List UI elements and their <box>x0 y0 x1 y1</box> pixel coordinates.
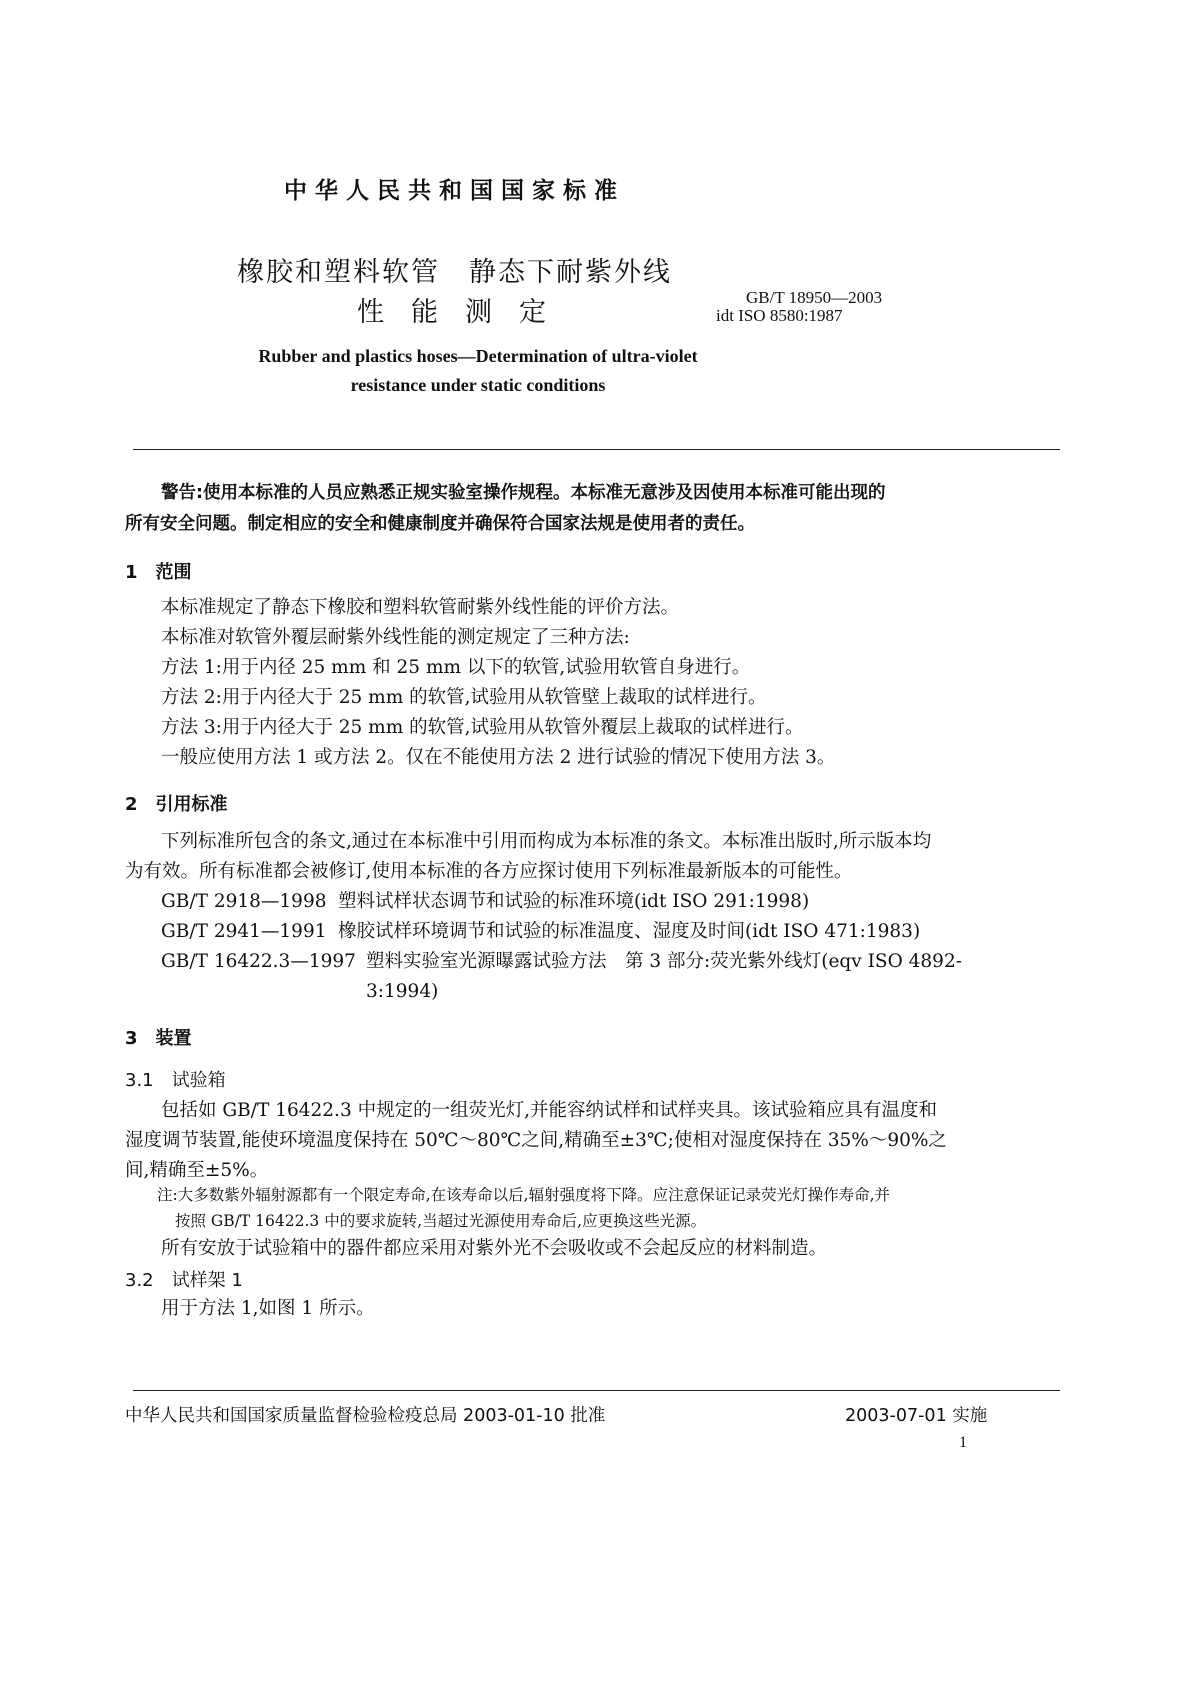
section-2-heading: 2 引用标准 <box>125 794 228 815</box>
section-1-heading: 1 范围 <box>125 562 192 583</box>
section-1-para-3: 方法 1:用于内径 25 mm 和 25 mm 以下的软管,试验用软管自身进行。 <box>161 657 751 678</box>
standard-number: GB/T 18950—2003 <box>746 288 883 307</box>
document-title-line2: 性能测定 <box>357 297 573 328</box>
reference-title: 塑料试样状态调节和试验的标准环境(idt ISO 291:1998) <box>338 891 810 912</box>
section-1-para-6: 一般应使用方法 1 或方法 2。仅在不能使用方法 2 进行试验的情况下使用方法 3。 <box>161 747 836 768</box>
warning-line1: 警告:使用本标准的人员应熟悉正规实验室操作规程。本标准无意涉及因使用本标准可能出现的 <box>161 483 886 503</box>
note-line1: 注:大多数紫外辐射源都有一个限定寿命,在该寿命以后,辐射强度将下降。应注意保证记录荧光灯操作寿命,并 <box>157 1186 891 1204</box>
english-title-line2: resistance under static conditions <box>350 375 606 395</box>
standard-equivalence: idt ISO 8580:1987 <box>716 306 843 325</box>
reference-title: 塑料实验室光源曝露试验方法 第 3 部分:荧光紫外线灯(eqv ISO 4892- <box>366 951 962 972</box>
reference-title: 橡胶试样环境调节和试验的标准温度、湿度及时间(idt ISO 471:1983) <box>338 921 921 942</box>
section-2-intro-line1: 下列标准所包含的条文,通过在本标准中引用而构成为本标准的条文。本标准出版时,所示版本均 <box>161 831 932 852</box>
section-2-intro-line2: 为有效。所有标准都会被修订,使用本标准的各方应探讨使用下列标准最新版本的可能性。 <box>125 861 853 882</box>
subsection-3-1-line3: 间,精确至±5%。 <box>125 1160 269 1181</box>
subsection-3-2-heading: 3.2 试样架 1 <box>125 1270 243 1291</box>
subsection-3-2-line1: 用于方法 1,如图 1 所示。 <box>161 1298 375 1319</box>
page-number: 1 <box>959 1434 967 1451</box>
warning-line2: 所有安全问题。制定相应的安全和健康制度并确保符合国家法规是使用者的责任。 <box>125 514 755 534</box>
subsection-3-1-line1: 包括如 GB/T 16422.3 中规定的一组荧光灯,并能容纳试样和试样夹具。该试验箱应具有温度和 <box>161 1100 937 1121</box>
subsection-3-1-heading: 3.1 试验箱 <box>125 1070 226 1091</box>
section-1-para-2: 本标准对软管外覆层耐紫外线性能的测定规定了三种方法: <box>161 627 630 648</box>
reference-code: GB/T 16422.3—1997 <box>161 951 356 972</box>
section-1-para-1: 本标准规定了静态下橡胶和塑料软管耐紫外线性能的评价方法。 <box>161 597 680 618</box>
reference-code: GB/T 2941—1991 <box>161 921 327 942</box>
english-title-line1: Rubber and plastics hoses—Determination of ultra-violet <box>258 346 698 366</box>
subsection-3-1-line2: 湿度调节装置,能使环境温度保持在 50℃～80℃之间,精确至±3℃;使相对湿度保持在 35%～90%之 <box>125 1130 947 1151</box>
note-line2: 按照 GB/T 16422.3 中的要求旋转,当超过光源使用寿命后,应更换这些光源。 <box>175 1212 707 1230</box>
section-3-heading: 3 装置 <box>125 1028 192 1049</box>
section-1-para-4: 方法 2:用于内径大于 25 mm 的软管,试验用从软管壁上裁取的试样进行。 <box>161 687 767 708</box>
header-divider <box>133 449 1060 450</box>
implementation-date: 2003-07-01 实施 <box>845 1406 988 1426</box>
approval-text: 中华人民共和国国家质量监督检验检疫总局 2003-01-10 批准 <box>125 1406 606 1426</box>
subsection-3-1-after-note: 所有安放于试验箱中的器件都应采用对紫外光不会吸收或不会起反应的材料制造。 <box>161 1238 828 1259</box>
reference-code: GB/T 2918—1998 <box>161 891 327 912</box>
section-1-para-5: 方法 3:用于内径大于 25 mm 的软管,试验用从软管外覆层上裁取的试样进行。 <box>161 717 804 738</box>
document-title-line1: 橡胶和塑料软管 静态下耐紫外线 <box>237 257 672 288</box>
footer-divider <box>133 1390 1060 1391</box>
reference-title-continued: 3:1994) <box>366 981 439 1002</box>
national-standard-heading: 中华人民共和国国家标准 <box>284 178 625 204</box>
